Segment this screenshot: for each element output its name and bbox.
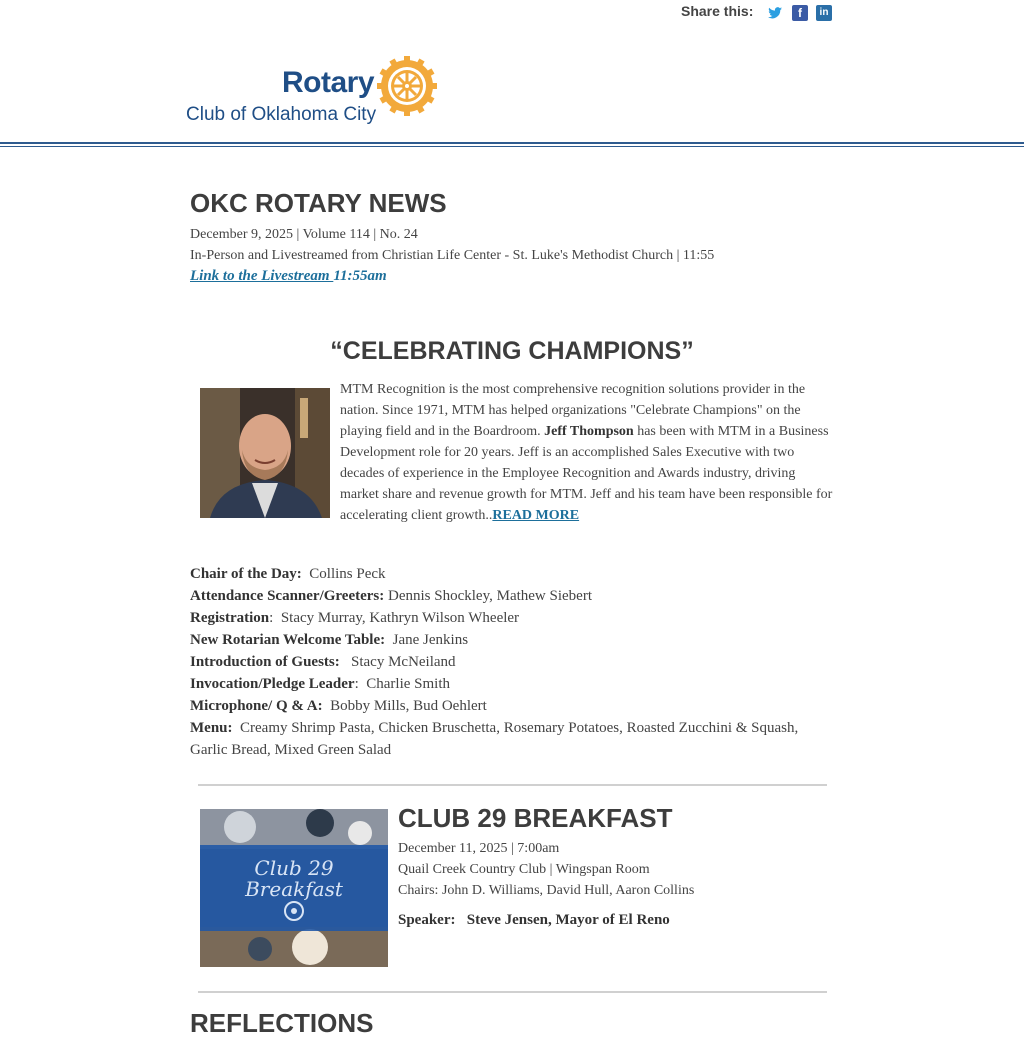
role-value: Dennis Shockley, Mathew Siebert — [388, 588, 593, 604]
livestream-line — [190, 268, 387, 285]
role-label: Registration — [190, 610, 270, 626]
rotary-logo-subtitle: Club of Oklahoma City — [186, 104, 377, 125]
role-value: Stacy Murray, Kathryn Wilson Wheeler — [280, 610, 520, 626]
bio-text-start: MTM Recognition is the most comprehensive recognition solutions provider in the nation. Since 1971, MTM has helped organizations "Celebrate Champions" on the playing field and in the Boardroom. — [340, 382, 806, 439]
livestream-link[interactable]: Link to the Livestream — [190, 268, 334, 284]
location-line: In-Person and Livestreamed from Christian Life Center - St. Luke's Methodist Church | 11:55 — [190, 248, 715, 263]
role-row — [190, 651, 830, 673]
role-label: New Rotarian Welcome Table: — [190, 632, 386, 648]
breakfast-speaker — [398, 912, 670, 929]
breakfast-chairs: Chairs: John D. Williams, David Hull, Aaron Collins — [398, 883, 695, 898]
role-value: Creamy Shrimp Pasta, Chicken Bruschetta, Rosemary Potatoes, Roasted Zucchini & Squash, Garlic Bread, Mixed Green Salad — [190, 720, 799, 758]
speaker-photo — [200, 388, 330, 518]
role-row — [190, 563, 830, 585]
image-text-club29: Club 29 — [254, 856, 334, 880]
role-label: Introduction of Guests: — [190, 654, 340, 670]
role-value: Collins Peck — [309, 566, 386, 582]
issue-date-line: December 9, 2025 | Volume 114 | No. 24 — [190, 227, 418, 242]
section-divider — [198, 991, 827, 993]
breakfast-title: CLUB 29 BREAKFAST — [398, 803, 673, 833]
role-label: Attendance Scanner/Greeters: — [190, 588, 385, 604]
role-value: Jane Jenkins — [392, 632, 469, 648]
role-row — [190, 629, 830, 651]
role-label: Invocation/Pledge Leader — [190, 676, 355, 692]
livestream-time: 11:55am — [333, 268, 387, 284]
bio-text-end: has been with MTM in a Business Development role for 20 years. Jeff is an accomplished Sales Executive with two decades of experience in the Employee Recognition and Awards industry, driving market share and revenue growth for MTM. Jeff and his team have been responsible for accelerating client growth.. — [340, 424, 833, 523]
rotary-wheel-icon — [377, 56, 437, 116]
linkedin-icon[interactable]: in — [816, 5, 832, 21]
breakfast-date: December 11, 2025 | 7:00am — [398, 841, 560, 856]
facebook-icon[interactable]: f — [792, 5, 808, 21]
speaker-bio — [340, 379, 836, 526]
role-value: Charlie Smith — [366, 676, 450, 692]
section-divider — [198, 784, 827, 786]
twitter-icon[interactable] — [767, 5, 783, 21]
role-label: Microphone/ Q & A: — [190, 698, 323, 714]
image-text-breakfast: Breakfast — [245, 877, 343, 901]
role-label: Menu: — [190, 720, 233, 736]
role-row: Invocation/Pledge Leader: Charlie Smith — [190, 676, 450, 692]
newsletter-title: OKC ROTARY NEWS — [190, 188, 447, 218]
program-title: “CELEBRATING CHAMPIONS” — [330, 337, 694, 365]
breakfast-location: Quail Creek Country Club | Wingspan Room — [398, 862, 650, 877]
share-label: Share this: — [681, 3, 754, 19]
role-row: Registration: Stacy Murray, Kathryn Wilson Wheeler — [190, 610, 520, 626]
role-row — [190, 585, 830, 607]
speaker-label: Speaker: — [398, 912, 456, 928]
header-divider — [0, 142, 1024, 144]
speaker-name-value: Steve Jensen, Mayor of El Reno — [466, 912, 670, 928]
read-more-link[interactable]: READ MORE — [492, 508, 580, 523]
role-value: Bobby Mills, Bud Oehlert — [330, 698, 487, 714]
meeting-roles — [190, 563, 830, 761]
header-divider-thin — [0, 146, 1024, 147]
role-row — [190, 695, 830, 717]
rotary-logo-word: Rotary — [282, 66, 375, 99]
club29-breakfast-image — [200, 809, 388, 967]
next-section-title: REFLECTIONS — [190, 1008, 374, 1038]
speaker-name: Jeff Thompson — [544, 424, 634, 439]
role-value: Stacy McNeiland — [351, 654, 456, 670]
role-row — [190, 717, 830, 761]
role-label: Chair of the Day: — [190, 566, 302, 582]
